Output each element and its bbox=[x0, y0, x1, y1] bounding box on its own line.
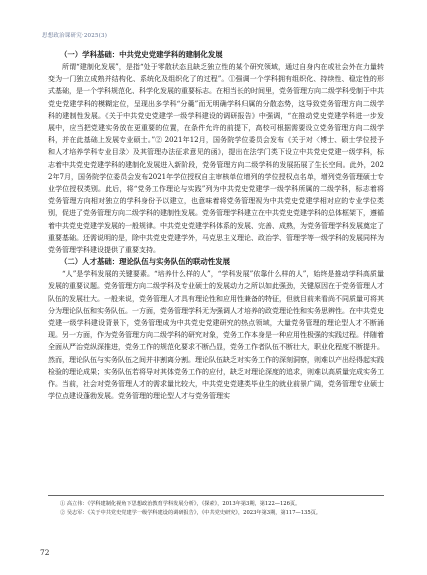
footnote-divider bbox=[48, 495, 384, 496]
section-heading-discipline: （一）学科基础：中共党史党建学科的建制化发展 bbox=[60, 50, 223, 59]
paragraph-talent: “人”是学科发展的关键要素。“培养什么样的人”，“学科发展”依靠什么样的人”，始终是推动学科高质量发展的重要议题。党务管理方向二级学科及专业硕士的发展动力之所以如此强劲，关键原因在于党务管理人才队伍的发展壮大。一般来说，党务管理人才具有理论性和应用性兼备的特征，但就目前来看尚不同质量可将其分为理论队伍和实务队伍。一方面，党务管理学科无为强调人才培养的政党理论性和实务思辨性。在中共党史党建一级学科建设背景下，党务管理成为中共党史党建研究的热点领域，大量党务管理的理论型人才不断涌现。另一方面，作为党务管理方向二级学科的研究对象，党务工作本身是一种应用性极强的实践过程。伴随着全面从严治党纵深推进，党务工作的规范化要求不断凸显，党务工作者队伍不断壮大，职业化程度不断提升。然而，理论队伍与实务队伍之间并非割离分割。理论队伍缺乏对实务工作的深刻洞察，则难以产出经得起实践检验的理论成果；实务队伍若将导对其体党务工作的应付，缺乏对理论深度的追求，则难以高质量完成实务工作。当前，社会对党务管理人才的需求量比较大，中共党史党建类毕业生的就业前景广阔，党务管理专业硕士学位点建设蓬勃发展。党务管理的理论型人才与党务管理实 bbox=[48, 270, 384, 401]
journal-header: 思想政治课研究·2025(3) bbox=[42, 33, 108, 39]
paragraph-discipline: 所谓“建制化发展”，是指“处于零散状态且缺乏独立性的某个研究领域，通过自身内在或社会外在力量转变为一门独立成熟并结构化、系统化及组织化了的过程”。①强调一个学科拥有组织化、持续性、稳定性的形式基础，是一个学科规范化、科学化发展的重要标志。在相当长的时间里，党务管理方向二级学科受制于中共党史党建学科的模糊定位，呈现出多学科“分羹”而无明确学科归属的分散态势，这导致党务管理方向二级学科的建制性发展。《关于中共党史党建学一级学科建设的调研报告》中强调，“在推动党史党建学科进一步发展中，应当把党建实务放在更重要的位置，在条件允许的前提下，高校可根据需要设立党务管理方向二级学科，并在此基础上发展专业硕士。”② 2021年12月，国务院学位委员会发布《关于对〈博士、硕士学位授予和人才培养学科专业目录〉及其管理办法征求意见的函》，提出在法学门类下设立中共党史党建一级学科，标志着中共党史党建学科的建制化发展进入新阶段，党务管理方向二级学科的发展拓展了生长空间。此外，2022年7月，国务院学位委员会发布2021年学位授权自主审核单位增列的学位授权点名单，增列党务管理硕士专业学位授权类别。此后，将“党务工作理论与实践”列为中共党史党建学一级学科所属的二级学科，标志着将党务管理方向相对独立的学科身份予以建立，也意味着将党务管理视为中共党史党建学相对应的专业学位类别，促进了党务管理方向二级学科的建制性发展。党务管理学科建立在中共党史党建学科的总体框架下，遵循着中共党史党建学发展的一般规律。中共党史党建学科体系的发展、完善、成熟，为党务管理学科发展奠定了重要基础。还需说明的是，除中共党史党建学外，马克思主义理论、政治学、管理学等一级学科的发展同样为党务管理学科建设提供了重要支持。 bbox=[48, 63, 384, 255]
page-number: 72 bbox=[40, 548, 50, 557]
article-body bbox=[48, 49, 384, 402]
footnote-1: ① 高立伟：《学科建制化视角下思想政治教育学科发展分析》，《探索》，2013年第3期，第122—126页。 bbox=[60, 501, 301, 507]
footnote-2: ② 吴志军：《关于中共党史党建学一级学科建设的调研报告》，《中共党史研究》，2023年第3期，第117—135页。 bbox=[60, 510, 321, 516]
section-heading-talent: （二）人才基础：理论队伍与实务队伍的联动性发展 bbox=[60, 257, 230, 267]
